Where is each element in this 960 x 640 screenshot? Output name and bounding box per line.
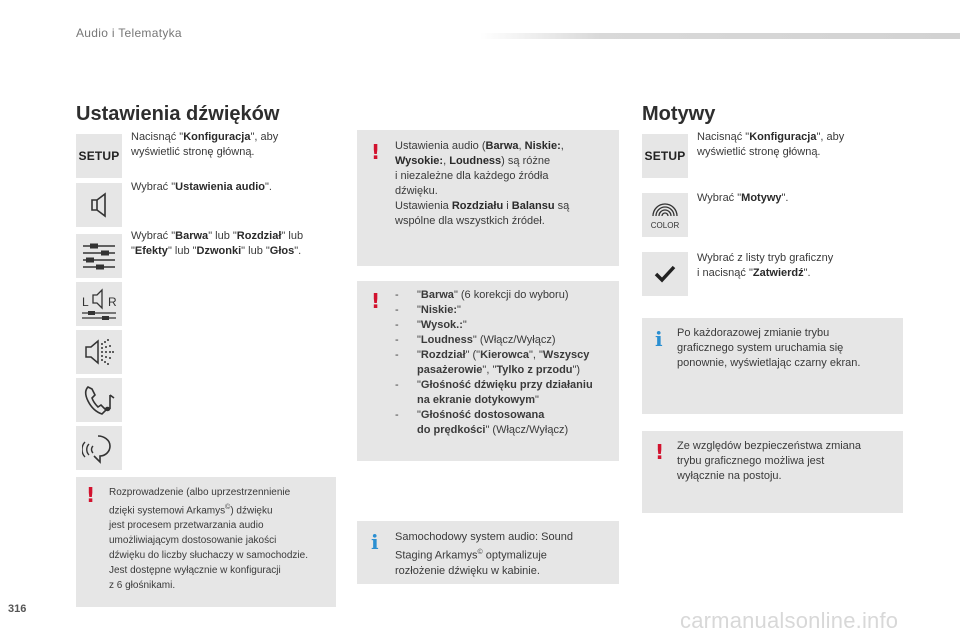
- step-select-themes: Wybrać "Motywy".: [697, 192, 789, 204]
- warning-box-options-list: [357, 281, 619, 461]
- balance-button[interactable]: [76, 282, 122, 326]
- warning-box-audio-settings: [357, 130, 619, 266]
- setup-label: SETUP: [78, 149, 120, 163]
- setup-label: SETUP: [644, 149, 686, 163]
- sound-effects-icon: [82, 336, 116, 368]
- sound-effects-button[interactable]: [76, 330, 122, 374]
- heading-themes: Motywy: [642, 103, 716, 125]
- header-bar: [480, 33, 960, 39]
- color-theme-icon: [645, 198, 685, 232]
- voice-button[interactable]: [76, 426, 122, 470]
- balance-left-label: L: [82, 295, 89, 309]
- info-box-restart: [642, 318, 903, 414]
- setup-button[interactable]: [76, 134, 122, 178]
- color-label: COLOR: [650, 221, 680, 230]
- warning-icon: !: [371, 289, 381, 313]
- balance-icon: [80, 287, 118, 321]
- watermark: carmanualsonline.info: [680, 608, 899, 633]
- list-item: - "Głośność dostosowana do prędkości" (Włącz/Wyłącz): [395, 409, 569, 436]
- step-select-tone: Wybrać "Barwa" lub "Rozdział" lub "Efekty" lub "Dzwonki" lub "Głos".: [131, 230, 304, 257]
- list-item: - "Barwa" (6 korekcji do wyboru): [395, 289, 569, 301]
- info-icon: i: [655, 327, 663, 351]
- info-text-sound-staging: Samochodowy system audio: Sound Staging Arkamys© optymalizuje rozłożenie dźwięku w kabinie.: [395, 531, 573, 577]
- warning-text-safety: Ze względów bezpieczeństwa zmiana trybu graficznego możliwa jest wyłącznie na postoju.: [677, 440, 862, 482]
- ringtone-button[interactable]: [76, 378, 122, 422]
- equalizer-button[interactable]: [76, 234, 122, 278]
- setup-button[interactable]: [642, 134, 688, 178]
- options-list: [395, 288, 615, 438]
- balance-right-label: R: [108, 295, 117, 309]
- ringtone-icon: [82, 383, 116, 417]
- warning-icon: !: [371, 140, 381, 164]
- step-select-theme-confirm: Wybrać z listy tryb graficzny i nacisnąć "Zatwierdź".: [697, 252, 834, 279]
- equalizer-icon: [81, 240, 117, 272]
- info-text-restart: Po każdorazowej zmianie trybu graficznego system uruchamia się ponownie, wyświetlając czarny ekran.: [677, 327, 861, 369]
- info-box-sound-staging: [357, 521, 619, 584]
- themes-button[interactable]: [642, 193, 688, 237]
- confirm-button[interactable]: [642, 252, 688, 296]
- warning-box-safety: [642, 431, 903, 513]
- step-select-audio-settings: Wybrać "Ustawienia audio".: [131, 181, 272, 193]
- heading-sound-settings: Ustawienia dźwięków: [76, 103, 280, 125]
- list-item: - "Wysok.:": [395, 319, 467, 331]
- list-item: - "Loudness" (Włącz/Wyłącz): [395, 334, 556, 346]
- voice-icon: [82, 432, 116, 464]
- note-box-spatialization: [76, 477, 336, 607]
- page-number: 316: [8, 603, 27, 615]
- list-item: - "Głośność dźwięku przy działaniu na ekranie dotykowym": [395, 379, 593, 406]
- list-item: - "Rozdział" ("Kierowca", "Wszyscy pasażerowie", "Tylko z przodu"): [395, 349, 590, 376]
- warning-text-audio-settings: Ustawienia audio (Barwa, Niskie:, Wysokie:, Loudness) są różne i niezależne dla każdego źródła dźwięku. Ustawienia Rozdziału i Balansu są wspólne dla wszystkich źródeł.: [395, 140, 570, 227]
- speaker-icon: [84, 190, 114, 220]
- warning-icon: !: [655, 440, 665, 464]
- warning-icon: !: [86, 483, 96, 507]
- note-text: Rozprowadzenie (albo uprzestrzennienie dzięki systemowi Arkamys©) dźwięku jest procesem przetwarzania audio umożliwiającym dostosowanie jakości dźwięku do liczby słuchaczy w samochodzie. Jest dostępne wyłącznie w konfiguracji z 6 głośnikami.: [109, 487, 308, 592]
- check-icon: [653, 264, 677, 284]
- info-icon: i: [371, 530, 379, 554]
- audio-settings-button[interactable]: [76, 183, 122, 227]
- step-press-setup: Nacisnąć "Konfiguracja", aby wyświetlić stronę główną.: [131, 131, 279, 158]
- list-item: - "Niskie:": [395, 304, 461, 316]
- section-title: Audio i Telematyka: [76, 26, 182, 40]
- step-press-setup: Nacisnąć "Konfiguracja", aby wyświetlić stronę główną.: [697, 131, 845, 158]
